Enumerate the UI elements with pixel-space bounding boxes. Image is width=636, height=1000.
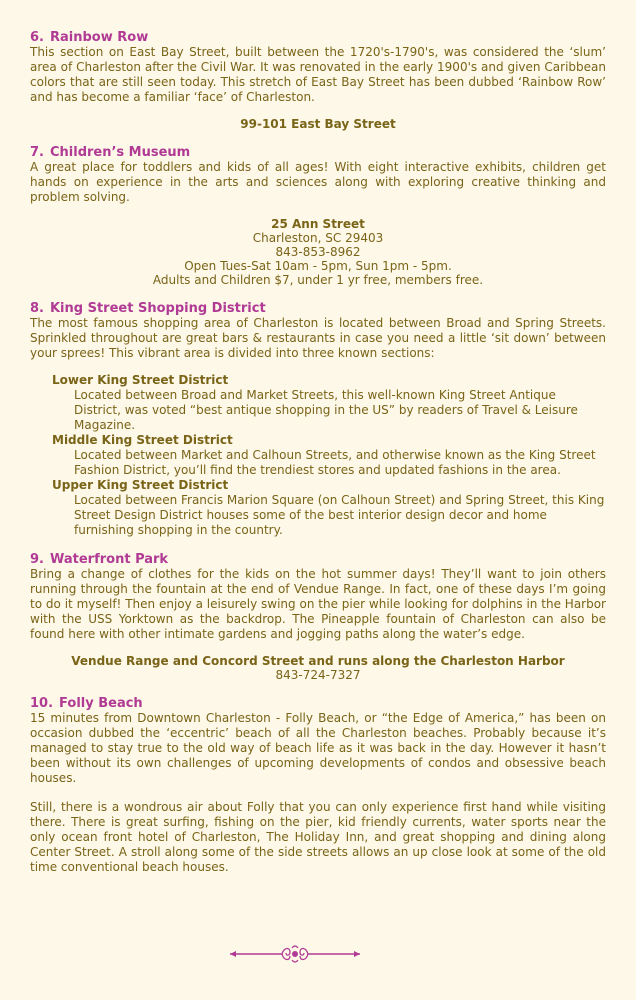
section-title: Rainbow Row [49,30,149,45]
section-number: 7. [30,145,44,160]
section-childrens-museum [30,145,606,287]
address-street: 99-101 East Bay Street [240,117,396,131]
section-heading [30,301,606,316]
subsection-text: Located between Market and Calhoun Streets, and otherwise known as the King Street Fashion District, you’ll find the trendiest stores and updated fashions in the area. [74,448,596,477]
address-prices: Adults and Children $7, under 1 yr free, members free. [152,273,484,287]
subsection-list [52,373,606,538]
section-title: Folly Beach [59,696,143,711]
subsection-middle-king [52,433,606,478]
section-heading [30,696,606,711]
section-paragraph: Still, there is a wondrous air about Folly that you can only experience first hand while visiting there. There is great surfing, fishing on the pier, kid friendly currents, water sports near the only ocean front hotel of Charleston, The Holiday Inn, and great shopping and dining along Center Street. A stroll along some of the side streets allows an up close look at some of the old time conventional beach houses. [30,800,606,874]
section-heading [30,145,606,160]
section-number: 6. [30,30,44,45]
subsection-title: Lower King Street District [52,373,229,387]
section-paragraph: Bring a change of clothes for the kids on the hot summer days! They’ll want to join others running through the fountain at the end of Vendue Range. In fact, one of these days I’m going to do it myself! Then enjoy a leisurely swing on the pier while looking for dolphins in the Harbor with the USS Yorktown as the backdrop. The Pineapple fountain of Charleston can also be found here with other intimate gardens and jogging paths along the water’s edge. [30,567,606,641]
address-block [30,654,606,682]
address-phone: 843-853-8962 [275,245,361,259]
address-block [30,217,606,287]
section-title: Children’s Museum [49,145,191,160]
subsection-text: Located between Broad and Market Streets, this well-known King Street Antique District, was voted “best antique shopping in the US” by readers of Travel & Leisure Magazine. [74,388,578,432]
section-number: 9. [30,552,44,567]
section-rainbow-row [30,30,606,131]
section-paragraph: 15 minutes from Downtown Charleston - Folly Beach, or “the Edge of America,” has been on occasion dubbed the ‘eccentric’ beach of all the Charleston beaches. Probably because it’s managed to stay true to the old way of beach life as it was back in the day. However it hasn’t been without its own challenges of upcoming developments of condos and obsessive beach houses. [30,711,606,785]
flourish-divider-icon [230,944,360,964]
section-paragraph: This section on East Bay Street, built between the 1720's-1790's, was considered the ‘slum’ area of Charleston after the Civil War. It was renovated in the early 1900's and given Caribbean colors that are still seen today. This stretch of East Bay Street has been dubbed ‘Rainbow Row’ and has become a familiar ‘face’ of Charleston. [30,45,606,104]
section-title: Waterfront Park [49,552,169,567]
address-phone: 843-724-7327 [275,668,361,682]
section-title: King Street Shopping District [49,301,266,316]
subsection-title: Middle King Street District [52,433,233,447]
section-heading [30,552,606,567]
section-heading [30,30,606,45]
section-king-street [30,301,606,538]
address-city: Charleston, SC 29403 [252,231,384,245]
subsection-lower-king [52,373,606,433]
section-paragraph: A great place for toddlers and kids of all ages! With eight interactive exhibits, children get hands on experience in the arts and sciences along with exploring creative thinking and problem solving. [30,160,606,204]
subsection-upper-king [52,478,606,538]
section-waterfront-park [30,552,606,682]
section-number: 8. [30,301,44,316]
subsection-text: Located between Francis Marion Square (on Calhoun Street) and Spring Street, this King Street Design District houses some of the best interior design decor and home furnishing shopping in the country. [74,493,605,537]
section-folly-beach [30,696,606,875]
address-block [30,117,606,131]
section-paragraph: The most famous shopping area of Charleston is located between Broad and Spring Streets. Sprinkled throughout are great bars & restaurants in case you need a little ‘sit down’ between your sprees! This vibrant area is divided into three known sections: [30,316,606,360]
section-number: 10. [30,696,54,711]
address-street: Vendue Range and Concord Street and runs along the Charleston Harbor [71,654,565,668]
address-street: 25 Ann Street [271,217,365,231]
address-hours: Open Tues-Sat 10am - 5pm, Sun 1pm - 5pm. [184,259,452,273]
subsection-title: Upper King Street District [52,478,229,492]
